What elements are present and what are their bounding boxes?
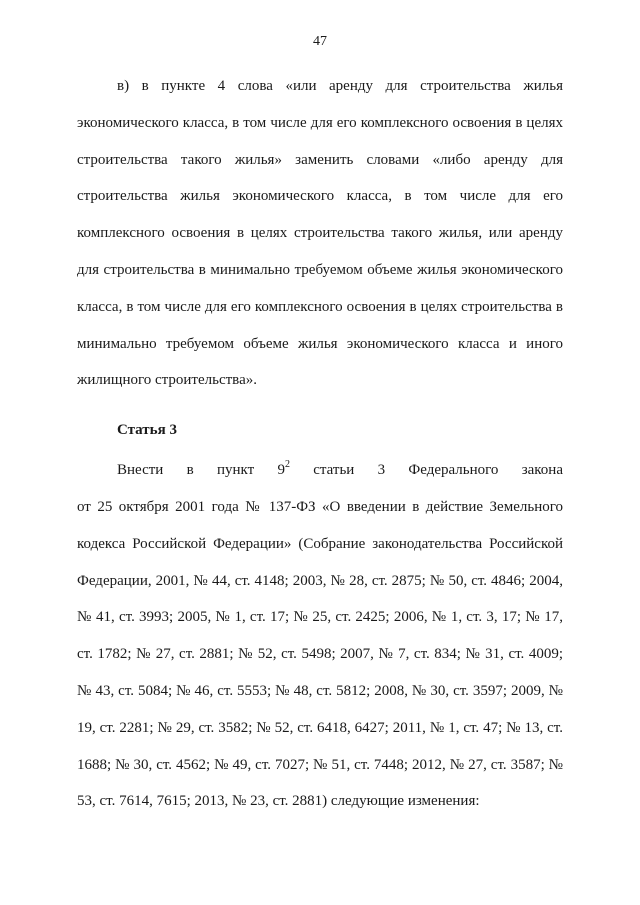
article-3-heading: Статья 3 xyxy=(117,422,177,439)
word-3: 3 xyxy=(377,462,386,479)
point-superscript: 2 xyxy=(284,459,290,471)
article-3-body: от 25 октября 2001 года № 137-ФЗ «О введении в действие Земельного кодекса Российской Федерации» (Собрание законодательства Российской Федерации, 2001, № 44, ст. 4148; 2003, № 28, ст. 2875; № 50, ст. 4846; 2004, № 41, ст. 3993; 2005, № 1, ст. 17; № 25, ст. 2425; 2006, № 1, ст. 3, 17; № 17, ст. 1782; № 27, ст. 2881; № 52, ст. 5498; 2007, № 7, ст. 834; № 31, ст. 4009; № 43, ст. 5084; № 46, ст. 5553; № 48, ст. 5812; 2008, № 30, ст. 3597; 2009, № 19, ст. 2281; № 29, ст. 3582; № 52, ст. 6418, 6427; 2011, № 1, ст. 47; № 13, ст. 1688; № 30, ст. 4562; № 49, ст. 7027; № 51, ст. 7448; 2012, № 27, ст. 3587; № 53, ст. 7614, 7615; 2013, № 23, ст. 2881) следующие изменения: xyxy=(77,498,563,810)
word-v: в xyxy=(186,462,194,479)
word-punkt: пункт xyxy=(216,462,255,479)
point-number xyxy=(277,452,290,489)
word-zakona: закона xyxy=(521,462,563,479)
page-number: 47 xyxy=(313,34,327,49)
word-stati: статьи xyxy=(313,462,355,479)
word-federalnogo: Федерального xyxy=(408,462,499,479)
article-3-first-line xyxy=(77,452,563,489)
document-body xyxy=(77,68,563,820)
word-vnesti: Внести xyxy=(117,462,164,479)
paragraph-v: в) в пункте 4 слова «или аренду для строительства жилья экономического класса, в том числе для его комплексного освоения в целях строительства такого жилья» заменить словами «либо аренду для строительства жилья экономического класса, в том числе для его комплексного освоения в целях строительства такого жилья, или аренду для строительства в минимально требуемом объеме жилья экономического класса, в том числе для его комплексного освоения в целях строительства в минимально требуемом объеме жилья экономического класса и иного жилищного строительства». xyxy=(77,78,563,389)
point-number-base: 9 xyxy=(277,462,285,479)
